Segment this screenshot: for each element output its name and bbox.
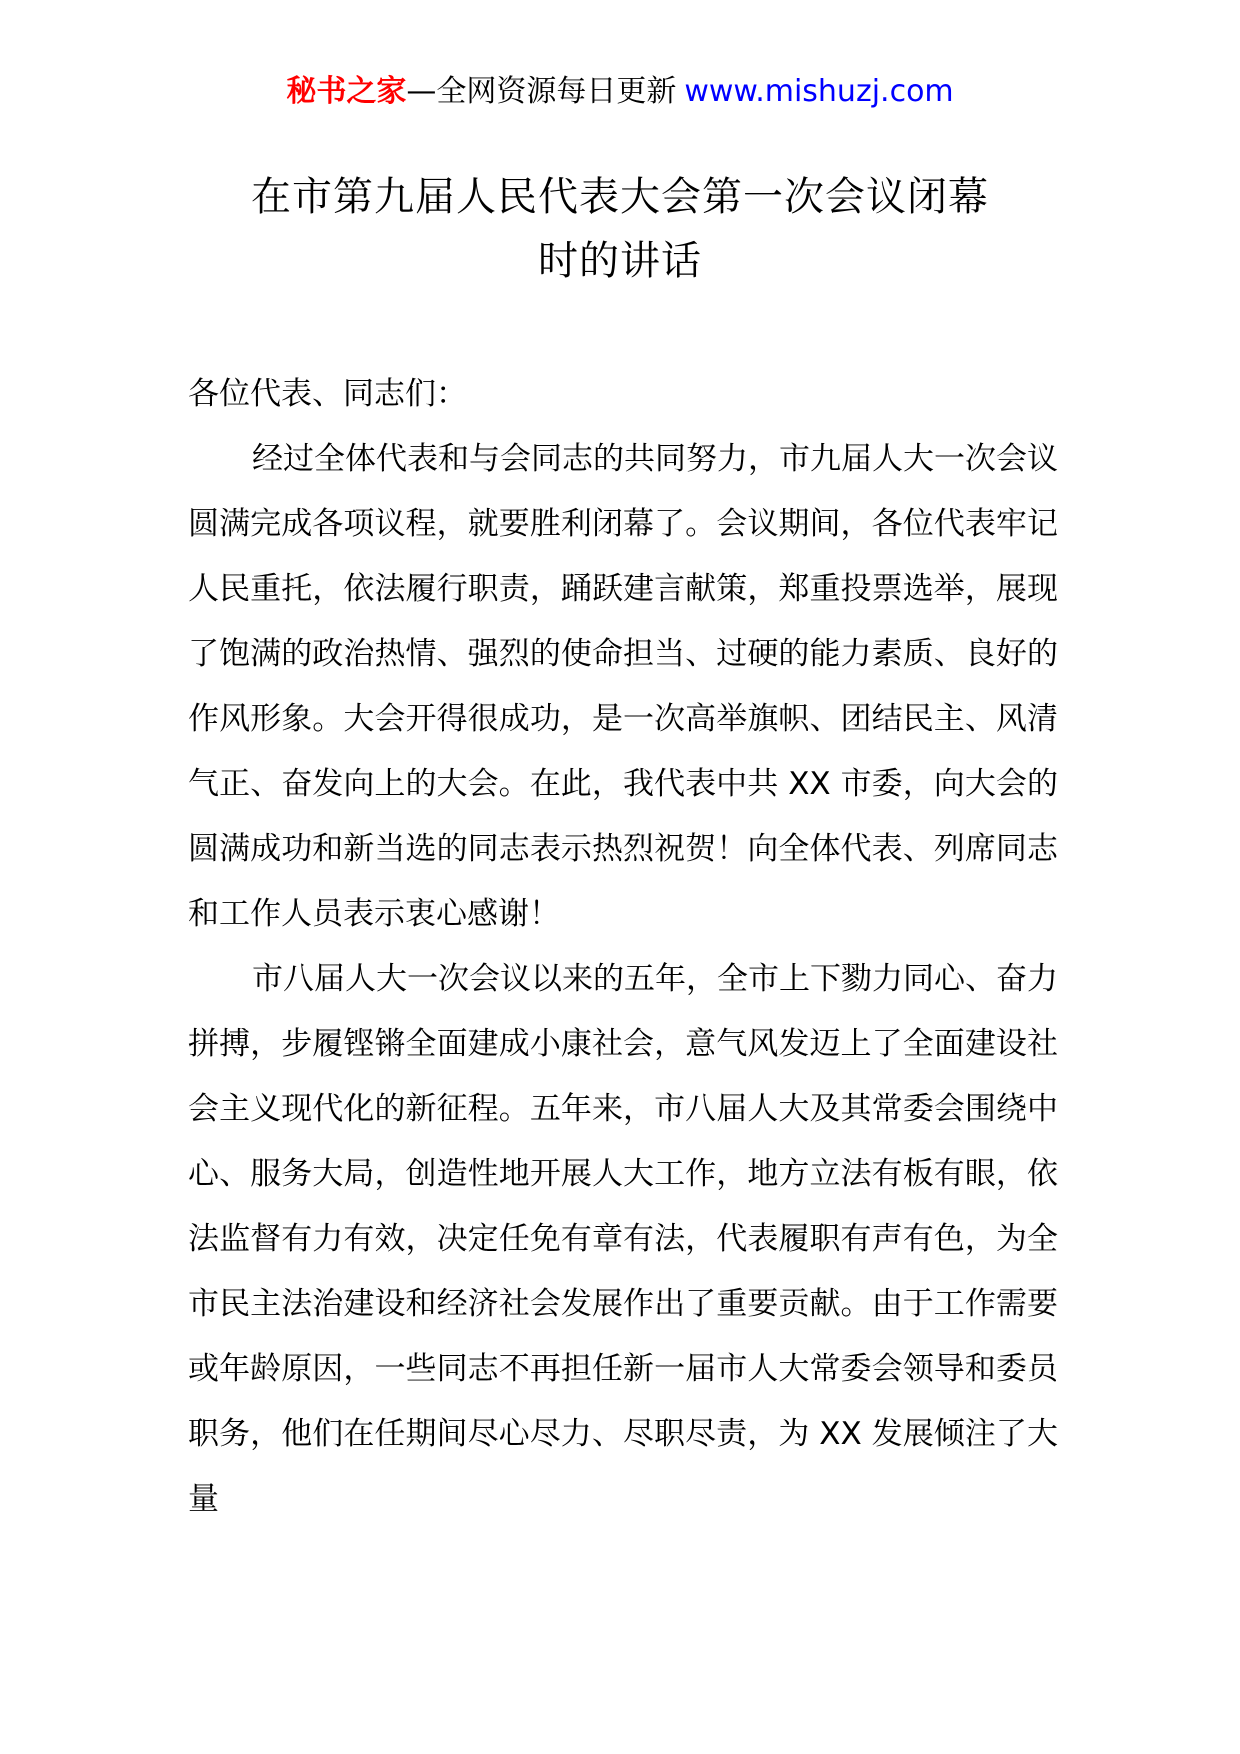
paragraph-1: 经过全体代表和与会同志的共同努力，市九届人大一次会议圆满完成各项议程，就要胜利闭幕了。会议期间，各位代表牢记人民重托，依法履行职责，踊跃建言献策，郑重投票选举，展现了饱满的政治热情、强烈的使命担当、过硬的能力素质、良好的作风形象。大会开得很成功，是一次高举旗帜、团结民主、风清气正、奋发向上的大会。在此，我代表中共 XX 市委，向大会的圆满成功和新当选的同志表示热烈祝贺！向全体代表、列席同志和工作人员表示衷心感谢！ [188, 441, 1058, 932]
document-title [160, 165, 1080, 293]
site-tagline: —全网资源每日更新 [406, 74, 677, 109]
site-header [0, 72, 1240, 112]
salutation: 各位代表、同志们： [188, 376, 467, 412]
site-brand: 秘书之家 [286, 74, 407, 109]
site-url-link[interactable]: www.mishuzj.com [684, 74, 954, 109]
title-line-1: 在市第九届人民代表大会第一次会议闭幕 [251, 174, 989, 220]
title-line-2: 时的讲话 [538, 238, 702, 284]
paragraph-2: 市八届人大一次会议以来的五年，全市上下勠力同心、奋力拼搏，步履铿锵全面建成小康社会，意气风发迈上了全面建设社会主义现代化的新征程。五年来，市八届人大及其常委会围绕中心、服务大局，创造性地开展人大工作，地方立法有板有眼，依法监督有力有效，决定任免有章有法，代表履职有声有色，为全市民主法治建设和经济社会发展作出了重要贡献。由于工作需要或年龄原因，一些同志不再担任新一届市人大常委会领导和委员职务，他们在任期间尽心尽力、尽职尽责，为 XX 发展倾注了大量 [188, 961, 1058, 1517]
document-body [188, 362, 1058, 1532]
